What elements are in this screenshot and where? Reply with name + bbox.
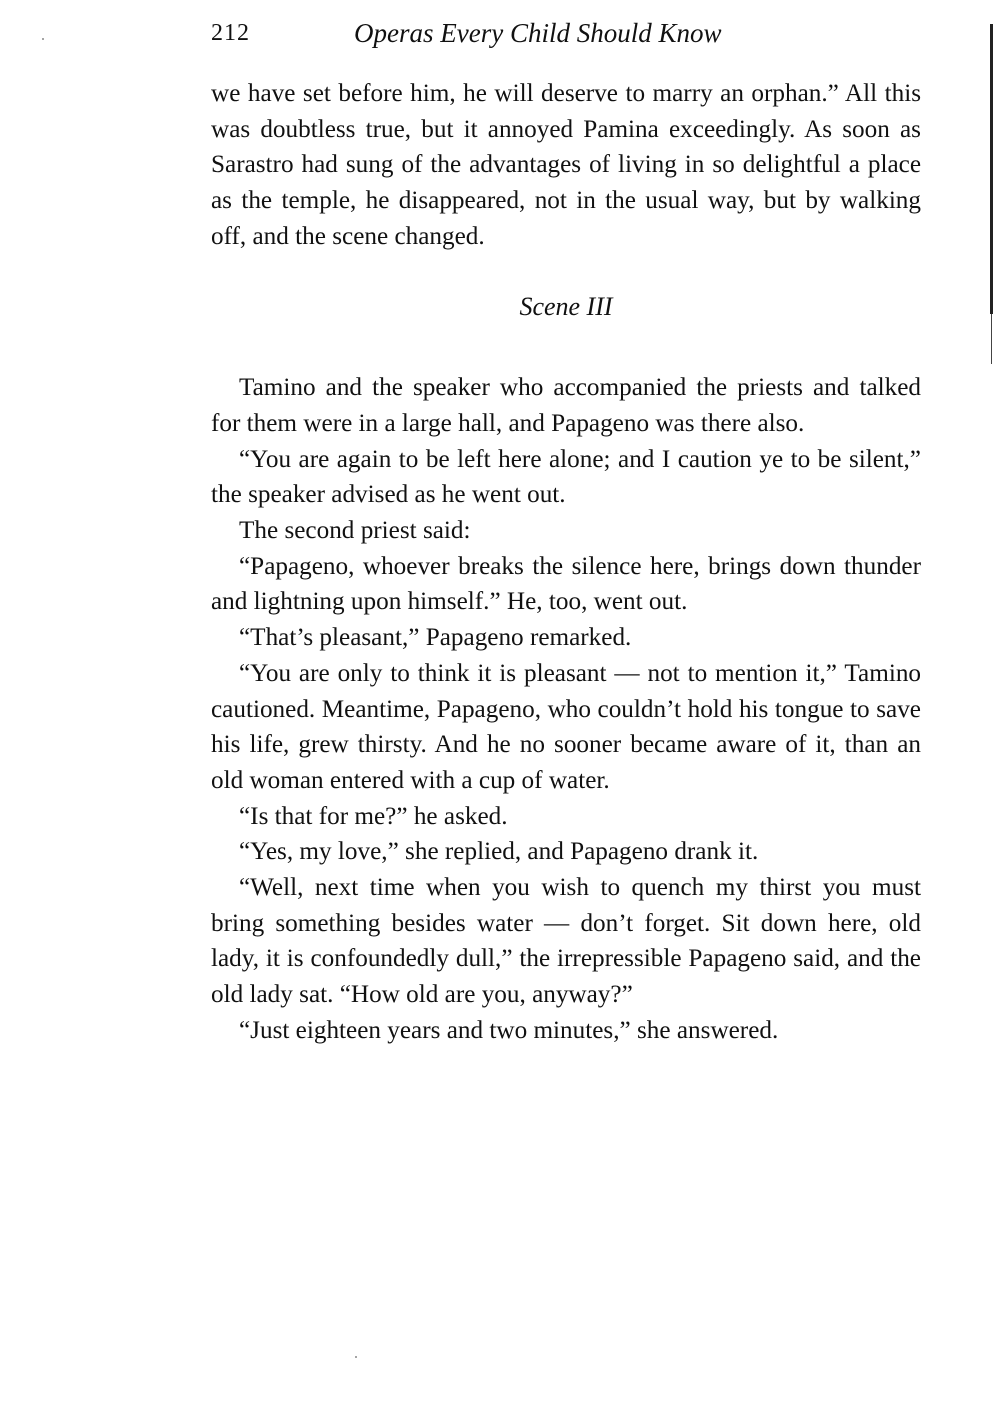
- paragraph: “Well, next time when you wish to quench my thirst you must bring something besides water — don’t forget. Sit down here, old lady, it is confoundedly dull,” the irrepressible Papageno said, and the old lady sat. “How old are you, anyway?”: [211, 874, 921, 1009]
- paragraph: The second priest said:: [239, 517, 471, 545]
- paragraph: “You are only to think it is pleasant — not to mention it,” Tamino cautioned. Meantime, Papageno, who couldn’t hold his tongue to save his life, grew thirsty. And he no sooner became aware of it, than an old woman entered with a cup of water.: [211, 659, 921, 794]
- running-head: [211, 18, 921, 58]
- paragraph: “Just eighteen years and two minutes,” she answered.: [239, 1016, 779, 1044]
- scan-speck: [355, 1356, 357, 1358]
- scene-heading: Scene III: [519, 291, 613, 321]
- paragraph: “Yes, my love,” she replied, and Papageno drank it.: [239, 838, 759, 866]
- paragraph: “That’s pleasant,” Papageno remarked.: [239, 624, 632, 652]
- body-text: [211, 76, 921, 1049]
- paragraph: “You are again to be left here alone; and I caution ye to be silent,” the speaker advised as he went out.: [211, 445, 921, 509]
- paragraph: “Is that for me?” he asked.: [239, 802, 508, 830]
- scan-edge-bar: [990, 24, 993, 314]
- paragraph: “Papageno, whoever breaks the silence here, brings down thunder and lightning upon himself.” He, too, went out.: [211, 552, 921, 616]
- paragraph: Tamino and the speaker who accompanied the priests and talked for them were in a large hall, and Papageno was there also.: [211, 374, 921, 437]
- paragraph-continuation: we have set before him, he will deserve to marry an orphan.” All this was doubtless true, but it annoyed Pamina exceedingly. As soon as Sarastro had sung of the advantages of living in so delightful a place as the temple, he disappeared, not in the usual way, but by walking off, and the scene changed.: [211, 80, 921, 250]
- page-number: 212: [211, 20, 250, 46]
- scan-edge-bar-thin: [991, 314, 992, 364]
- running-title: Operas Every Child Should Know: [354, 18, 722, 48]
- scan-speck: [42, 38, 44, 40]
